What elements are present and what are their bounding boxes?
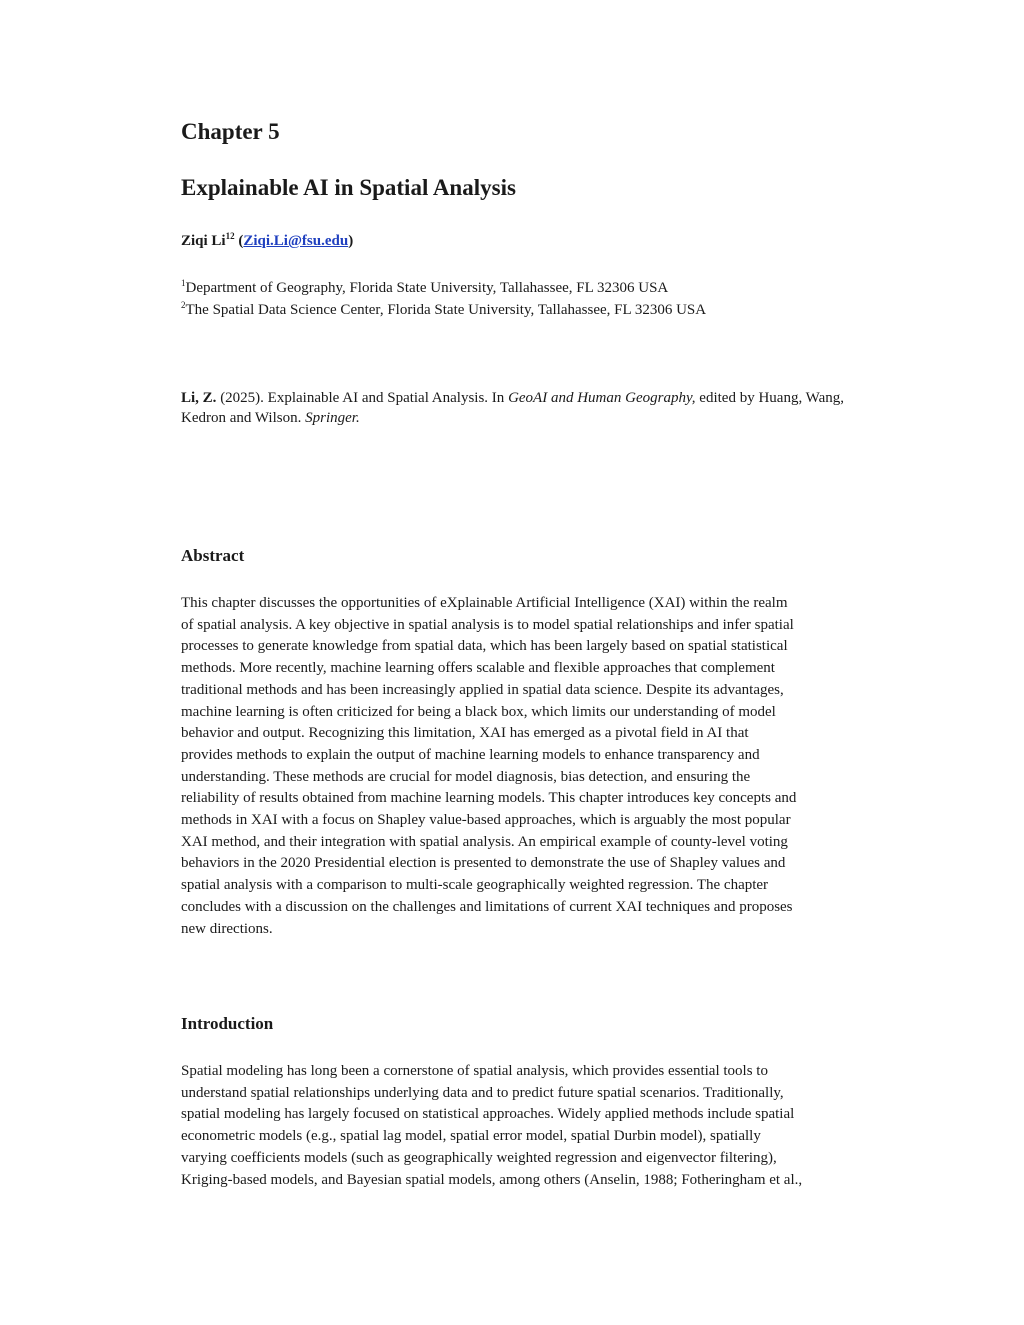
affiliation-1-sup: 1 bbox=[181, 278, 186, 288]
abstract-line: methods in XAI with a focus on Shapley value-based approaches, which is arguably the most popular bbox=[181, 812, 791, 829]
author-name: Ziqi Li bbox=[181, 233, 226, 249]
abstract-line: new directions. bbox=[181, 920, 273, 937]
citation-publisher: Springer. bbox=[305, 409, 360, 426]
affiliation-2-sup: 2 bbox=[181, 300, 186, 310]
introduction-line: Spatial modeling has long been a cornerstone of spatial analysis, which provides essential tools to bbox=[181, 1063, 768, 1079]
author-email-link[interactable]: Ziqi.Li@fsu.edu bbox=[243, 233, 349, 249]
abstract-line: This chapter discusses the opportunities of eXplainable Artificial Intelligence (XAI) within the realm bbox=[181, 595, 788, 611]
affiliation-1-text: Department of Geography, Florida State University, Tallahassee, FL 32306 USA bbox=[185, 280, 669, 296]
abstract-line: traditional methods and has been increasingly applied in spatial data science. Despite its advantages, bbox=[181, 681, 784, 698]
abstract-line: processes to generate knowledge from spatial data, which has been largely based on spatial statistical bbox=[181, 638, 788, 655]
affiliation-2 bbox=[181, 300, 706, 319]
abstract-line: methods. More recently, machine learning offers scalable and flexible approaches that complement bbox=[181, 660, 775, 677]
citation-editors: edited by Huang, Wang, Kedron and Wilson. bbox=[181, 390, 845, 426]
abstract-heading: Abstract bbox=[181, 546, 245, 565]
abstract-line: behaviors in the 2020 Presidential election is presented to demonstrate the use of Shapley values and bbox=[181, 855, 786, 872]
citation-author: Li, Z. bbox=[181, 390, 217, 406]
chapter-label: Chapter 5 bbox=[181, 119, 280, 144]
affiliation-2-text: The Spatial Data Science Center, Florida State University, Tallahassee, FL 32306 USA bbox=[185, 302, 707, 318]
chapter-title: Explainable AI in Spatial Analysis bbox=[181, 175, 516, 200]
introduction-line: understand spatial relationships underlying data and to predict future spatial scenarios. Traditionally, bbox=[181, 1084, 784, 1101]
author-superscript: 12 bbox=[225, 231, 235, 241]
introduction-line: spatial modeling has largely focused on statistical approaches. Widely applied methods include spatial bbox=[181, 1106, 795, 1123]
abstract-line: of spatial analysis. A key objective in spatial analysis is to model spatial relationships and infer spatial bbox=[181, 616, 794, 633]
introduction-line: varying coefficients models (such as geographically weighted regression and eigenvector filtering), bbox=[181, 1149, 777, 1166]
abstract-line: reliability of results obtained from machine learning models. This chapter introduces key concepts and bbox=[181, 790, 797, 807]
abstract-line: machine learning is often criticized for being a black box, which limits our understanding of model bbox=[181, 703, 776, 720]
introduction-heading: Introduction bbox=[181, 1014, 274, 1033]
abstract-line: understanding. These methods are crucial for model diagnosis, bias detection, and ensuring the bbox=[181, 768, 751, 785]
citation-book: GeoAI and Human Geography, bbox=[508, 390, 696, 406]
introduction-body bbox=[181, 1061, 845, 1191]
citation-year-title: (2025). Explainable AI and Spatial Analysis. In bbox=[216, 390, 509, 406]
abstract-line: XAI method, and their integration with spatial analysis. An empirical example of county-level voting bbox=[181, 833, 788, 850]
abstract-body bbox=[181, 593, 845, 940]
introduction-line: Kriging-based models, and Bayesian spatial models, among others (Anselin, 1988; Fotheringham et al., bbox=[181, 1171, 803, 1188]
introduction-line: econometric models (e.g., spatial lag model, spatial error model, spatial Durbin model), spatially bbox=[181, 1128, 761, 1145]
author-line: Ziqi Li$^{12}$ (Ziqi.Li@fsu.edu) bbox=[181, 231, 354, 249]
abstract-line: provides methods to explain the output of machine learning models to enhance transparency and bbox=[181, 746, 760, 763]
abstract-line: spatial analysis with a comparison to multi-scale geographically weighted regression. The chapter bbox=[181, 877, 769, 894]
affiliation-1 bbox=[181, 278, 668, 297]
citation bbox=[181, 389, 845, 428]
abstract-line: behavior and output. Recognizing this limitation, XAI has emerged as a pivotal field in AI that bbox=[181, 725, 749, 742]
abstract-line: concludes with a discussion on the challenges and limitations of current XAI techniques and proposes bbox=[181, 898, 793, 915]
